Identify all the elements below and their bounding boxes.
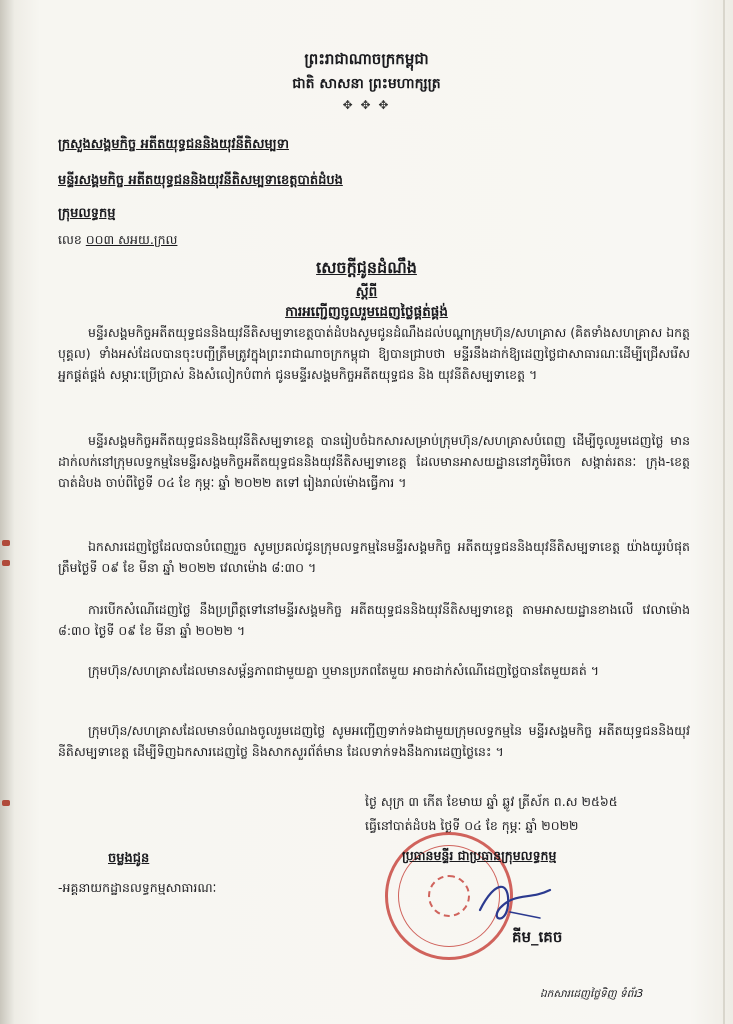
edge-stain [2, 800, 10, 806]
scan-fold-line [723, 0, 725, 1024]
notice-about: ស្តីពី [355, 284, 378, 300]
department-name: មន្ទីរសង្គមកិច្ច អតីតយុទ្ធជននិងយុវនីតិសម្បទាខេត្តបាត់ដំបង [58, 173, 343, 188]
body-paragraph-3: ឯកសារដេញថ្លៃដែលបានបំពេញរួច សូមប្រគល់ជូនក្រុមលទ្ធកម្មនៃមន្ទីរសង្គមកិច្ច អតីតយុទ្ធជននិងយុវនីតិសម្បទាខេត្ត យ៉ាងយូរបំផុតត្រឹមថ្ងៃទី ០៩ ខែ មីនា ឆ្នាំ ២០២២ វេលាម៉ោង ៨:៣០ ។ [58, 539, 690, 575]
body-paragraph-5: ក្រុមហ៊ុន/សហគ្រាសដែលមានសម្ព័ន្ធភាពជាមួយគ្នា ឬមានប្រភពតែមួយ អាចដាក់សំណើដេញថ្លៃបានតែមួយគត់ ។ [88, 663, 600, 678]
reference-number [58, 232, 177, 251]
footer-note: ឯកសារដេញថ្លៃទិញ ទំព័រ3 [540, 988, 644, 1000]
body-paragraph-6: ក្រុមហ៊ុន/សហគ្រាសដែលមានបំណងចូលរួមដេញថ្លៃ សូមអញ្ជើញទាក់ទងជាមួយក្រុមលទ្ធកម្មនៃ មន្ទីរសង្គមកិច្ច អតីតយុទ្ធជននិងយុវនីតិសម្បទាខេត្ត ដើម្បីទិញឯកសារដេញថ្លៃ និងសាកសួរព័ត៌មាន ដែលទាក់ទងនឹងការដេញថ្លៃនេះ ។ [58, 723, 690, 759]
signer-title: ប្រធានមន្ទីរ ជាប្រធានក្រុមលទ្ធកម្ម [402, 848, 557, 863]
office-name: ក្រុមលទ្ធកម្ម [58, 206, 116, 221]
lunar-date: ថ្ងៃ សុក្រ ៣ កើត ខែមាឃ ឆ្នាំ ឆ្លូវ ត្រីស័ក ព.ស ២៥៦៥ [365, 794, 618, 809]
signer-name: គីម_គេច [512, 928, 563, 946]
solar-date: ធ្វើនៅបាត់ដំបង ថ្ងៃទី ០៤ ខែ កុម្ភៈ ឆ្នាំ ២០២២ [365, 818, 579, 833]
body-paragraph-2: មន្ទីរសង្គមកិច្ចអតីតយុទ្ធជននិងយុវនីតិសម្បទាខេត្ត បានរៀបចំឯកសារសម្រាប់ក្រុមហ៊ុន/សហគ្រាសបំពេញ ដើម្បីចូលរួមដេញថ្លៃ មានដាក់លក់នៅក្រុមលទ្ធកម្មនៃមន្ទីរសង្គមកិច្ចអតីតយុទ្ធជននិងយុវនីតិសម្បទាខេត្ត ដែលមានអាសយដ្ឋាននៅភូមិរំចេក សង្កាត់រតនៈ ក្រុង-ខេត្តបាត់ដំបង ចាប់ពីថ្ងៃទី ០៤ ខែ កុម្ភៈ ឆ្នាំ ២០២២ តទៅ រៀងរាល់ម៉ោងធ្វើការ ។ [58, 433, 690, 490]
reference-value: ០០៣ សអយ.ក្រល [85, 232, 178, 247]
scan-edge [0, 0, 14, 1024]
edge-stain [2, 560, 10, 566]
body-paragraph-4: ការបើកសំណើដេញថ្លៃ នឹងប្រព្រឹត្តទៅនៅមន្ទីរសង្គមកិច្ច អតីតយុទ្ធជននិងយុវនីតិសម្បទាខេត្ត តាមអាសយដ្ឋានខាងលើ វេលាម៉ោង ៨:៣០ ថ្ងៃទី ០៩ ខែ មីនា ឆ្នាំ ២០២២ ។ [58, 602, 690, 638]
cc-label: ចម្លងជូន [108, 851, 150, 866]
reference-label: លេខ [58, 232, 82, 247]
notice-title: សេចក្តីជូនដំណឹង [316, 258, 417, 277]
cc-recipient: -អគ្គនាយកដ្ឋានលទ្ធកម្មសាធារណៈ [58, 880, 217, 895]
ministry-name: ក្រសួងសង្គមកិច្ច អតីតយុទ្ធជននិងយុវនីតិសម្បទា [58, 137, 289, 152]
motto-ornament: ✥ ✥ ✥ [342, 98, 391, 112]
kingdom-heading: ព្រះរាជាណាចក្រកម្ពុជា [304, 50, 429, 68]
handwritten-signature [470, 870, 560, 930]
notice-subject: ការអញ្ជើញចូលរួមដេញថ្លៃផ្គត់ផ្គង់ [285, 304, 448, 320]
national-motto: ជាតិ សាសនា ព្រះមហាក្សត្រ [292, 76, 441, 92]
body-paragraph-1: មន្ទីរសង្គមកិច្ចអតីតយុទ្ធជននិងយុវនីតិសម្បទាខេត្តបាត់ដំបងសូមជូនដំណឹងដល់បណ្តាក្រុមហ៊ុន/សហគ្រាស (គិតទាំងសហគ្រាស ឯកត្តបុគ្គល) ទាំងអស់ដែលបានចុះបញ្ជីត្រឹមត្រូវក្នុងព្រះរាជាណាចក្រកម្ពុជា ឱ្យបានជ្រាបថា មន្ទីរនឹងដាក់ឱ្យដេញថ្លៃជាសាធារណៈដើម្បីជ្រើសរើសអ្នកផ្គត់ផ្គង់ សម្ភារៈប្រើប្រាស់ និងសំលៀកបំពាក់ ជូនមន្ទីរសង្គមកិច្ចអតីតយុទ្ធជន និង យុវនីតិសម្បទាខេត្ត ។ [58, 325, 690, 382]
edge-stain [2, 540, 10, 546]
seal-emblem [428, 875, 470, 917]
